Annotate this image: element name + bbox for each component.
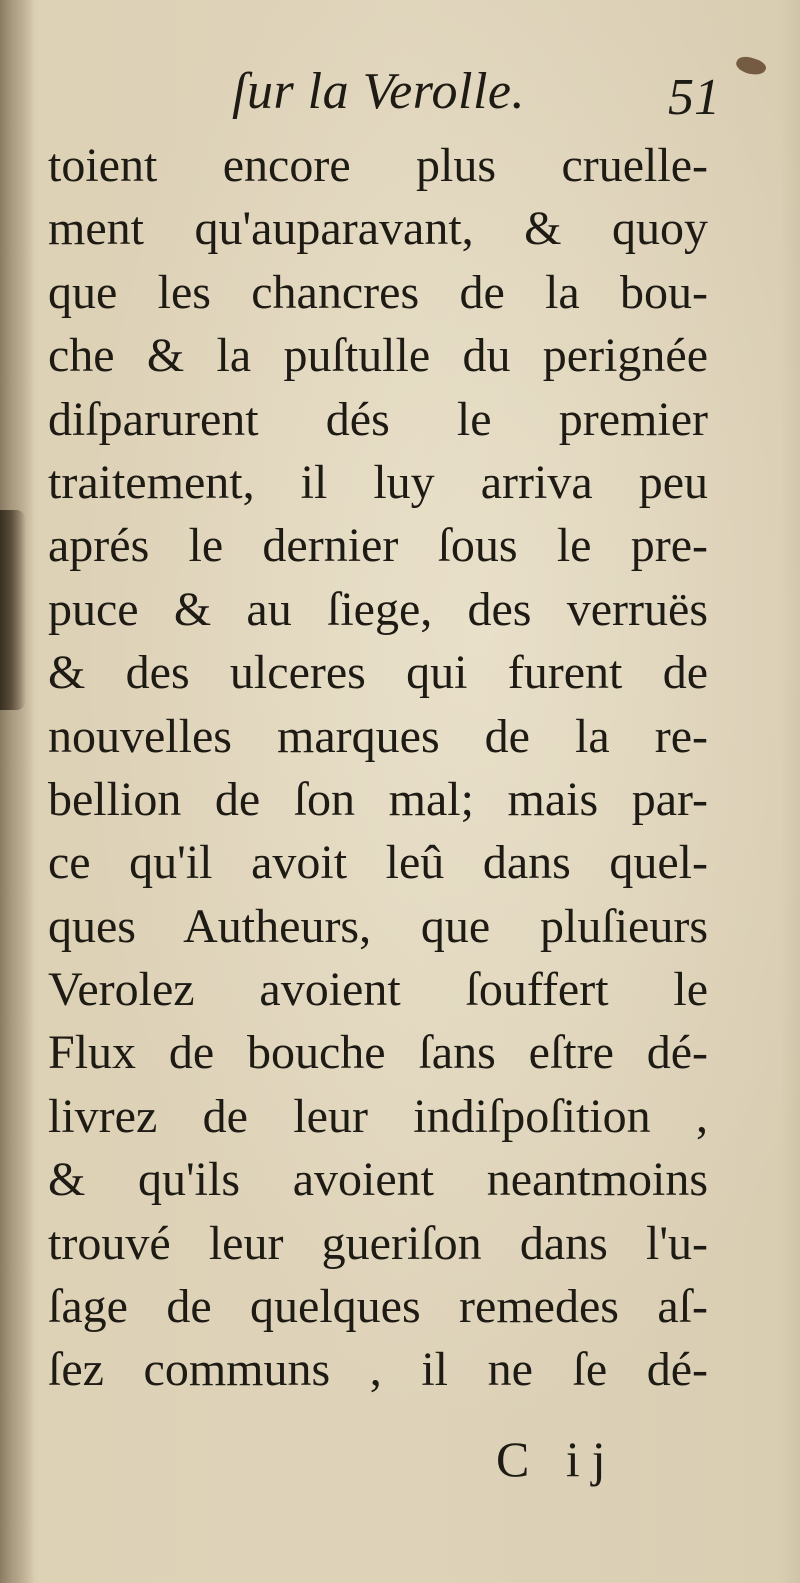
text-line: ce qu'il avoit leû dans quel- — [48, 836, 708, 890]
text-line: ques Autheurs, que pluſieurs — [48, 899, 708, 953]
body-text — [48, 134, 708, 1402]
text-line: ment qu'auparavant, & quoy — [48, 202, 708, 256]
text-line: bellion de ſon mal; mais par- — [48, 772, 708, 826]
text-line: livrez de leur indiſpoſition , — [48, 1089, 708, 1143]
text-line: toient encore plus cruelle- — [48, 139, 708, 192]
text-line: puce & au ſiege, des verruës — [48, 582, 708, 636]
running-head: ſur la Verolle. — [232, 63, 525, 120]
signature-mark: C ij — [496, 1431, 618, 1487]
page-number: 51 — [668, 69, 720, 126]
page-header — [0, 62, 800, 132]
text-line: & des ulceres qui furent de — [48, 646, 708, 700]
text-line: trouvé leur gueriſon dans l'u- — [48, 1216, 708, 1270]
text-line: nouvelles marques de la re- — [48, 709, 708, 763]
binding-gutter — [0, 0, 34, 1583]
page-footer — [48, 1430, 708, 1500]
text-line: Verolez avoient ſouffert le — [48, 963, 708, 1017]
text-line: & qu'ils avoient neantmoins — [48, 1153, 708, 1207]
text-line: Flux de bouche ſans eſtre dé- — [48, 1026, 708, 1080]
text-line: diſparurent dés le premier — [48, 392, 708, 446]
text-line: aprés le dernier ſous le pre- — [48, 519, 708, 573]
text-line: que les chancres de la bou- — [48, 265, 708, 319]
text-line: ſez communs , il ne ſe dé- — [48, 1343, 708, 1397]
gutter-stain — [0, 510, 26, 710]
text-line: traitement, il luy arriva peu — [48, 455, 708, 509]
text-line: ſage de quelques remedes aſ- — [48, 1280, 708, 1334]
text-line: che & la puſtulle du perignée — [48, 329, 708, 383]
